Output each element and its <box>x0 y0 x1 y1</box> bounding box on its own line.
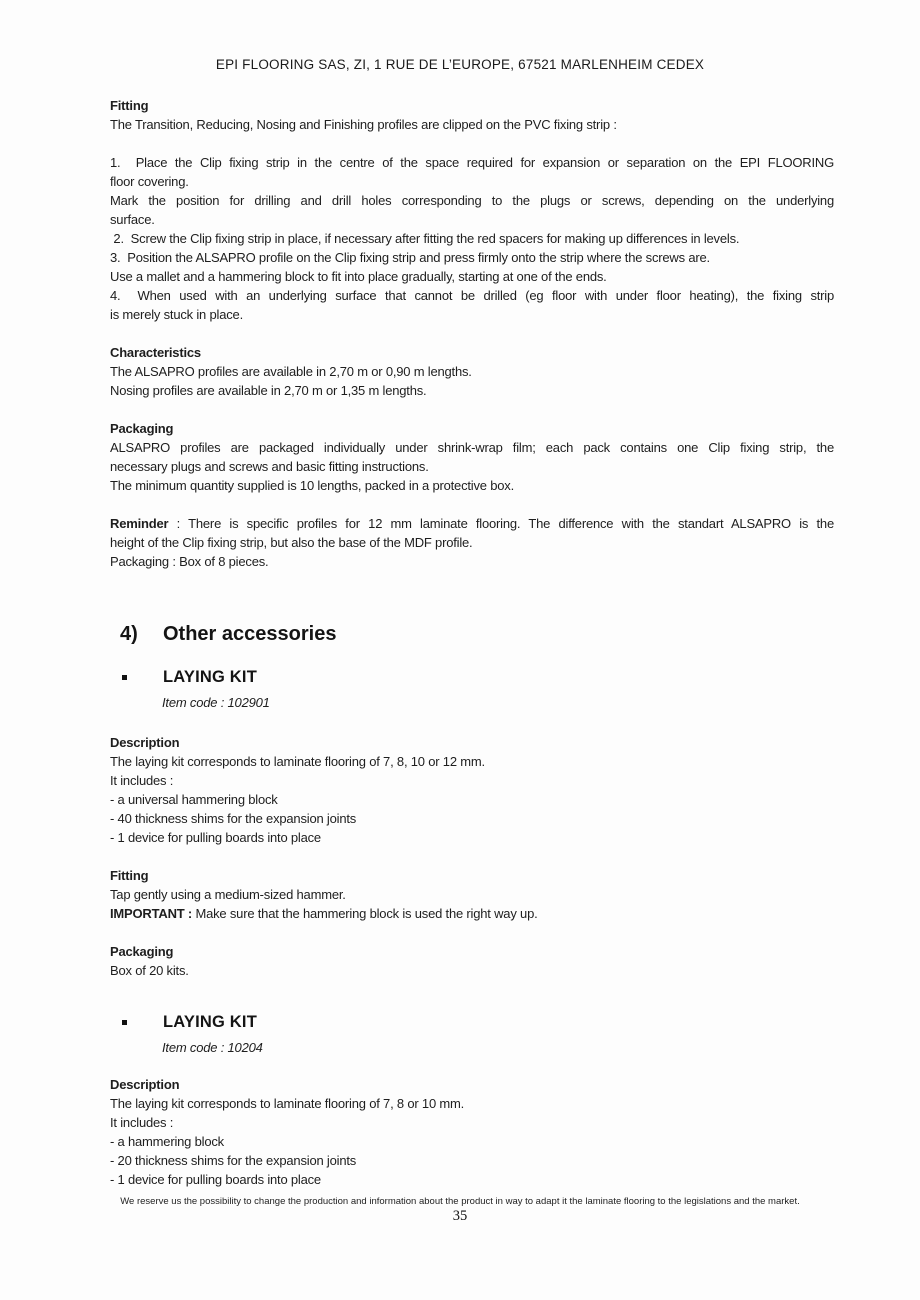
square-bullet-icon <box>122 1020 127 1025</box>
blank-space <box>110 712 834 733</box>
paragraph-line: 1. Place the Clip fixing strip in the centre of the space required for expansion or separation on the EPI FLOORING <box>110 155 834 170</box>
bold-lead: Reminder <box>110 516 169 531</box>
bullet-heading <box>110 1010 834 1034</box>
paragraph-line: Mark the position for drilling and drill holes corresponding to the plugs or screws, depending on the underlying <box>110 193 834 208</box>
paragraph-line: surface. <box>110 212 155 227</box>
subheading: Characteristics <box>110 345 201 360</box>
item-code: Item code : 10204 <box>162 1040 263 1055</box>
blank-space <box>110 923 834 942</box>
blank-space <box>110 134 834 153</box>
subheading: Packaging <box>110 421 174 436</box>
paragraph-line: The ALSAPRO profiles are available in 2,70 m or 0,90 m lengths. <box>110 364 472 379</box>
subheading: Fitting <box>110 868 149 883</box>
section-heading <box>110 621 834 647</box>
document-header: EPI FLOORING SAS, ZI, 1 RUE DE L’EUROPE, 67521 MARLENHEIM CEDEX <box>215 57 705 72</box>
paragraph-line: floor covering. <box>110 174 189 189</box>
paragraph-line: Reminder : There is specific profiles for 12 mm laminate flooring. The difference with the standart ALSAPRO is the <box>110 516 834 531</box>
blank-space <box>110 980 834 1010</box>
page-number: 35 <box>452 1208 468 1224</box>
paragraph-line: It includes : <box>110 1115 174 1130</box>
footer-note: We reserve us the possibility to change the production and information about the product in way to adapt it the laminate flooring to the legislations and the market. <box>120 1196 800 1207</box>
blank-space <box>110 847 834 866</box>
paragraph-line: height of the Clip fixing strip, but also the base of the MDF profile. <box>110 535 473 550</box>
subheading: Description <box>110 735 180 750</box>
paragraph-line: ALSAPRO profiles are packaged individually under shrink-wrap film; each pack contains one Clip fixing strip, the <box>110 440 834 455</box>
square-bullet-icon <box>122 675 127 680</box>
section-title: Other accessories <box>163 623 337 645</box>
document-body <box>110 96 834 1189</box>
paragraph-line: 2. Screw the Clip fixing strip in place, if necessary after fitting the red spacers for making up differences in levels. <box>110 231 740 246</box>
paragraph-line: The laying kit corresponds to laminate flooring of 7, 8 or 10 mm. <box>110 1096 465 1111</box>
blank-space <box>110 1057 834 1075</box>
paragraph-line: - 20 thickness shims for the expansion joints <box>110 1153 357 1168</box>
paragraph-line: The minimum quantity supplied is 10 lengths, packed in a protective box. <box>110 478 514 493</box>
blank-space <box>110 324 834 343</box>
paragraph-line: 4. When used with an underlying surface that cannot be drilled (eg floor with under floor heating), the fixing strip <box>110 288 834 303</box>
section-number: 4) <box>120 623 138 645</box>
paragraph-line: 3. Position the ALSAPRO profile on the Clip fixing strip and press firmly onto the strip where the screws are. <box>110 250 710 265</box>
paragraph-line: Use a mallet and a hammering block to fit into place gradually, starting at one of the ends. <box>110 269 607 284</box>
paragraph-line: The Transition, Reducing, Nosing and Finishing profiles are clipped on the PVC fixing strip : <box>110 117 617 132</box>
item-code: Item code : 102901 <box>162 695 270 710</box>
paragraph-line: The laying kit corresponds to laminate flooring of 7, 8, 10 or 12 mm. <box>110 754 485 769</box>
paragraph-line: is merely stuck in place. <box>110 307 243 322</box>
subheading: Description <box>110 1077 180 1092</box>
paragraph-line: It includes : <box>110 773 174 788</box>
paragraph-line: - a universal hammering block <box>110 792 278 807</box>
item-title: LAYING KIT <box>163 1013 257 1031</box>
paragraph-line: - 40 thickness shims for the expansion joints <box>110 811 357 826</box>
paragraph-line: Box of 20 kits. <box>110 963 189 978</box>
paragraph-line: Tap gently using a medium-sized hammer. <box>110 887 346 902</box>
bullet-heading <box>110 665 834 689</box>
paragraph-line: - 1 device for pulling boards into place <box>110 1172 321 1187</box>
item-title: LAYING KIT <box>163 668 257 686</box>
bold-lead: IMPORTANT : <box>110 906 193 921</box>
paragraph-line: Nosing profiles are available in 2,70 m or 1,35 m lengths. <box>110 383 427 398</box>
blank-space <box>110 647 834 665</box>
subheading: Fitting <box>110 98 149 113</box>
blank-space <box>110 571 834 621</box>
blank-space <box>110 400 834 419</box>
subheading: Packaging <box>110 944 174 959</box>
paragraph-line: Packaging : Box of 8 pieces. <box>110 554 269 569</box>
paragraph-line: necessary plugs and screws and basic fitting instructions. <box>110 459 429 474</box>
blank-space <box>110 495 834 514</box>
paragraph-line: IMPORTANT : Make sure that the hammering block is used the right way up. <box>110 906 538 921</box>
paragraph-line: - 1 device for pulling boards into place <box>110 830 321 845</box>
paragraph-line: - a hammering block <box>110 1134 224 1149</box>
